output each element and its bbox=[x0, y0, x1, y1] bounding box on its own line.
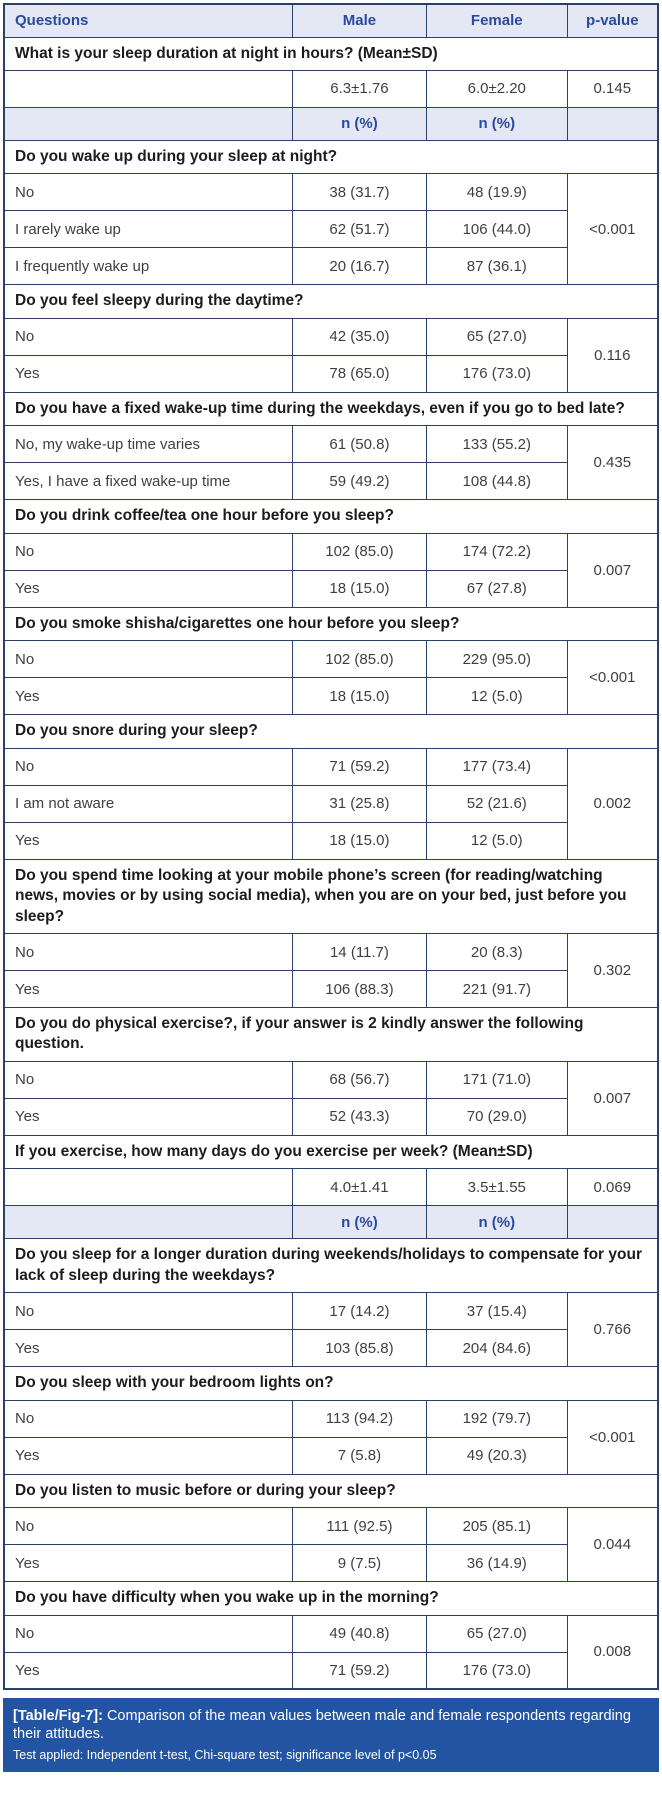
subheader-empty-pvalue bbox=[567, 107, 658, 140]
subheader-male-n-percent: n (%) bbox=[292, 107, 426, 140]
data-row bbox=[4, 1061, 658, 1098]
p-value: 0.044 bbox=[567, 1508, 658, 1582]
male-value: 71 (59.2) bbox=[292, 748, 426, 785]
male-value: 102 (85.0) bbox=[292, 641, 426, 678]
male-value: 42 (35.0) bbox=[292, 318, 426, 355]
question-row bbox=[4, 859, 658, 933]
caption-tag: [Table/Fig-7]: bbox=[13, 1708, 103, 1725]
female-value: 133 (55.2) bbox=[426, 426, 567, 463]
answer-label: Yes bbox=[4, 1652, 292, 1689]
subheader-male-n-percent: n (%) bbox=[292, 1206, 426, 1239]
female-value: 204 (84.6) bbox=[426, 1330, 567, 1367]
attitudes-comparison-table bbox=[3, 3, 659, 1690]
column-header-male: Male bbox=[292, 4, 426, 37]
data-row bbox=[4, 174, 658, 211]
male-value: 111 (92.5) bbox=[292, 1508, 426, 1545]
p-value: <0.001 bbox=[567, 641, 658, 715]
question-row bbox=[4, 285, 658, 318]
question-row bbox=[4, 37, 658, 70]
table-caption bbox=[3, 1698, 659, 1772]
male-value: 49 (40.8) bbox=[292, 1615, 426, 1652]
male-value: 7 (5.8) bbox=[292, 1437, 426, 1474]
caption-text: Comparison of the mean values between male and female respondents regarding their attitudes. bbox=[13, 1708, 631, 1743]
answer-label: No, my wake-up time varies bbox=[4, 426, 292, 463]
question-row bbox=[4, 1582, 658, 1615]
question-row bbox=[4, 1008, 658, 1062]
data-row bbox=[4, 570, 658, 607]
subheader-empty-questions bbox=[4, 1206, 292, 1239]
question-cell: Do you feel sleepy during the daytime? bbox=[4, 285, 658, 318]
question-cell: Do you smoke shisha/cigarettes one hour before you sleep? bbox=[4, 607, 658, 640]
subheader-row bbox=[4, 1206, 658, 1239]
female-value: 36 (14.9) bbox=[426, 1545, 567, 1582]
data-row bbox=[4, 426, 658, 463]
male-value: 78 (65.0) bbox=[292, 355, 426, 392]
data-row bbox=[4, 1437, 658, 1474]
question-cell: Do you sleep for a longer duration during weekends/holidays to compensate for your lack of sleep during the weekdays? bbox=[4, 1239, 658, 1293]
data-row bbox=[4, 355, 658, 392]
male-value: 102 (85.0) bbox=[292, 533, 426, 570]
female-value: 87 (36.1) bbox=[426, 248, 567, 285]
table-header-row bbox=[4, 4, 658, 37]
male-value: 38 (31.7) bbox=[292, 174, 426, 211]
female-value: 229 (95.0) bbox=[426, 641, 567, 678]
data-row bbox=[4, 971, 658, 1008]
male-value: 9 (7.5) bbox=[292, 1545, 426, 1582]
p-value: <0.001 bbox=[567, 1400, 658, 1474]
table-body bbox=[4, 37, 658, 1689]
answer-label: Yes bbox=[4, 570, 292, 607]
female-value: 3.5±1.55 bbox=[426, 1169, 567, 1206]
male-value: 62 (51.7) bbox=[292, 211, 426, 248]
answer-label: I am not aware bbox=[4, 785, 292, 822]
male-value: 71 (59.2) bbox=[292, 1652, 426, 1689]
male-value: 6.3±1.76 bbox=[292, 70, 426, 107]
answer-label: No bbox=[4, 1061, 292, 1098]
question-cell: Do you have a fixed wake-up time during the weekdays, even if you go to bed late? bbox=[4, 392, 658, 425]
data-row bbox=[4, 1098, 658, 1135]
male-value: 18 (15.0) bbox=[292, 570, 426, 607]
p-value: 0.302 bbox=[567, 934, 658, 1008]
male-value: 113 (94.2) bbox=[292, 1400, 426, 1437]
question-row bbox=[4, 607, 658, 640]
male-value: 20 (16.7) bbox=[292, 248, 426, 285]
female-value: 52 (21.6) bbox=[426, 785, 567, 822]
answer-label bbox=[4, 70, 292, 107]
female-value: 171 (71.0) bbox=[426, 1061, 567, 1098]
female-value: 108 (44.8) bbox=[426, 463, 567, 500]
question-row bbox=[4, 715, 658, 748]
male-value: 31 (25.8) bbox=[292, 785, 426, 822]
female-value: 12 (5.0) bbox=[426, 822, 567, 859]
data-row bbox=[4, 822, 658, 859]
p-value: 0.069 bbox=[567, 1169, 658, 1206]
question-cell: If you exercise, how many days do you exercise per week? (Mean±SD) bbox=[4, 1135, 658, 1168]
male-value: 17 (14.2) bbox=[292, 1293, 426, 1330]
subheader-row bbox=[4, 107, 658, 140]
answer-label: Yes bbox=[4, 678, 292, 715]
female-value: 176 (73.0) bbox=[426, 1652, 567, 1689]
answer-label: Yes bbox=[4, 971, 292, 1008]
female-value: 65 (27.0) bbox=[426, 1615, 567, 1652]
question-row bbox=[4, 140, 658, 173]
question-row bbox=[4, 1239, 658, 1293]
answer-label: Yes bbox=[4, 822, 292, 859]
data-row bbox=[4, 641, 658, 678]
male-value: 18 (15.0) bbox=[292, 822, 426, 859]
answer-label: I rarely wake up bbox=[4, 211, 292, 248]
data-row bbox=[4, 463, 658, 500]
data-row bbox=[4, 748, 658, 785]
p-value: 0.145 bbox=[567, 70, 658, 107]
data-row bbox=[4, 1169, 658, 1206]
data-row bbox=[4, 1615, 658, 1652]
p-value: 0.007 bbox=[567, 1061, 658, 1135]
data-row bbox=[4, 1652, 658, 1689]
male-value: 68 (56.7) bbox=[292, 1061, 426, 1098]
answer-label: No bbox=[4, 641, 292, 678]
answer-label: Yes bbox=[4, 1098, 292, 1135]
answer-label: No bbox=[4, 533, 292, 570]
female-value: 177 (73.4) bbox=[426, 748, 567, 785]
answer-label: No bbox=[4, 1615, 292, 1652]
answer-label: Yes bbox=[4, 355, 292, 392]
caption-note: Test applied: Independent t-test, Chi-square test; significance level of p<0.05 bbox=[13, 1748, 437, 1763]
subheader-empty-questions bbox=[4, 107, 292, 140]
answer-label: No bbox=[4, 1400, 292, 1437]
answer-label: No bbox=[4, 1293, 292, 1330]
data-row bbox=[4, 70, 658, 107]
answer-label: I frequently wake up bbox=[4, 248, 292, 285]
data-row bbox=[4, 1400, 658, 1437]
female-value: 48 (19.9) bbox=[426, 174, 567, 211]
answer-label: No bbox=[4, 748, 292, 785]
female-value: 6.0±2.20 bbox=[426, 70, 567, 107]
p-value: 0.008 bbox=[567, 1615, 658, 1689]
answer-label: Yes bbox=[4, 1545, 292, 1582]
question-cell: Do you do physical exercise?, if your answer is 2 kindly answer the following question. bbox=[4, 1008, 658, 1062]
male-value: 61 (50.8) bbox=[292, 426, 426, 463]
answer-label: Yes, I have a fixed wake-up time bbox=[4, 463, 292, 500]
question-cell: Do you spend time looking at your mobile phone’s screen (for reading/watching news, movies or by using social media), when you are on your bed, just before you sleep? bbox=[4, 859, 658, 933]
female-value: 106 (44.0) bbox=[426, 211, 567, 248]
data-row bbox=[4, 934, 658, 971]
question-row bbox=[4, 1367, 658, 1400]
female-value: 12 (5.0) bbox=[426, 678, 567, 715]
data-row bbox=[4, 248, 658, 285]
column-header-questions: Questions bbox=[4, 4, 292, 37]
female-value: 67 (27.8) bbox=[426, 570, 567, 607]
question-row bbox=[4, 392, 658, 425]
question-cell: What is your sleep duration at night in hours? (Mean±SD) bbox=[4, 37, 658, 70]
p-value: 0.116 bbox=[567, 318, 658, 392]
female-value: 205 (85.1) bbox=[426, 1508, 567, 1545]
female-value: 221 (91.7) bbox=[426, 971, 567, 1008]
subheader-female-n-percent: n (%) bbox=[426, 1206, 567, 1239]
subheader-female-n-percent: n (%) bbox=[426, 107, 567, 140]
male-value: 52 (43.3) bbox=[292, 1098, 426, 1135]
male-value: 59 (49.2) bbox=[292, 463, 426, 500]
p-value: 0.435 bbox=[567, 426, 658, 500]
question-cell: Do you drink coffee/tea one hour before you sleep? bbox=[4, 500, 658, 533]
female-value: 49 (20.3) bbox=[426, 1437, 567, 1474]
data-row bbox=[4, 1293, 658, 1330]
question-cell: Do you listen to music before or during your sleep? bbox=[4, 1474, 658, 1507]
question-row bbox=[4, 1474, 658, 1507]
female-value: 65 (27.0) bbox=[426, 318, 567, 355]
male-value: 106 (88.3) bbox=[292, 971, 426, 1008]
answer-label: No bbox=[4, 174, 292, 211]
female-value: 70 (29.0) bbox=[426, 1098, 567, 1135]
p-value: <0.001 bbox=[567, 174, 658, 285]
female-value: 192 (79.7) bbox=[426, 1400, 567, 1437]
caption-main bbox=[13, 1707, 649, 1743]
data-row bbox=[4, 533, 658, 570]
male-value: 4.0±1.41 bbox=[292, 1169, 426, 1206]
male-value: 18 (15.0) bbox=[292, 678, 426, 715]
answer-label: Yes bbox=[4, 1330, 292, 1367]
female-value: 176 (73.0) bbox=[426, 355, 567, 392]
data-row bbox=[4, 211, 658, 248]
female-value: 174 (72.2) bbox=[426, 533, 567, 570]
question-cell: Do you have difficulty when you wake up in the morning? bbox=[4, 1582, 658, 1615]
question-cell: Do you wake up during your sleep at night? bbox=[4, 140, 658, 173]
male-value: 14 (11.7) bbox=[292, 934, 426, 971]
question-row bbox=[4, 1135, 658, 1168]
answer-label bbox=[4, 1169, 292, 1206]
p-value: 0.766 bbox=[567, 1293, 658, 1367]
data-row bbox=[4, 785, 658, 822]
answer-label: No bbox=[4, 934, 292, 971]
subheader-empty-pvalue bbox=[567, 1206, 658, 1239]
data-row bbox=[4, 318, 658, 355]
column-header-pvalue: p-value bbox=[567, 4, 658, 37]
answer-label: No bbox=[4, 1508, 292, 1545]
question-row bbox=[4, 500, 658, 533]
data-row bbox=[4, 1545, 658, 1582]
data-row bbox=[4, 1508, 658, 1545]
p-value: 0.007 bbox=[567, 533, 658, 607]
answer-label: No bbox=[4, 318, 292, 355]
male-value: 103 (85.8) bbox=[292, 1330, 426, 1367]
answer-label: Yes bbox=[4, 1437, 292, 1474]
data-row bbox=[4, 1330, 658, 1367]
question-cell: Do you sleep with your bedroom lights on? bbox=[4, 1367, 658, 1400]
female-value: 37 (15.4) bbox=[426, 1293, 567, 1330]
female-value: 20 (8.3) bbox=[426, 934, 567, 971]
p-value: 0.002 bbox=[567, 748, 658, 859]
question-cell: Do you snore during your sleep? bbox=[4, 715, 658, 748]
column-header-female: Female bbox=[426, 4, 567, 37]
data-row bbox=[4, 678, 658, 715]
